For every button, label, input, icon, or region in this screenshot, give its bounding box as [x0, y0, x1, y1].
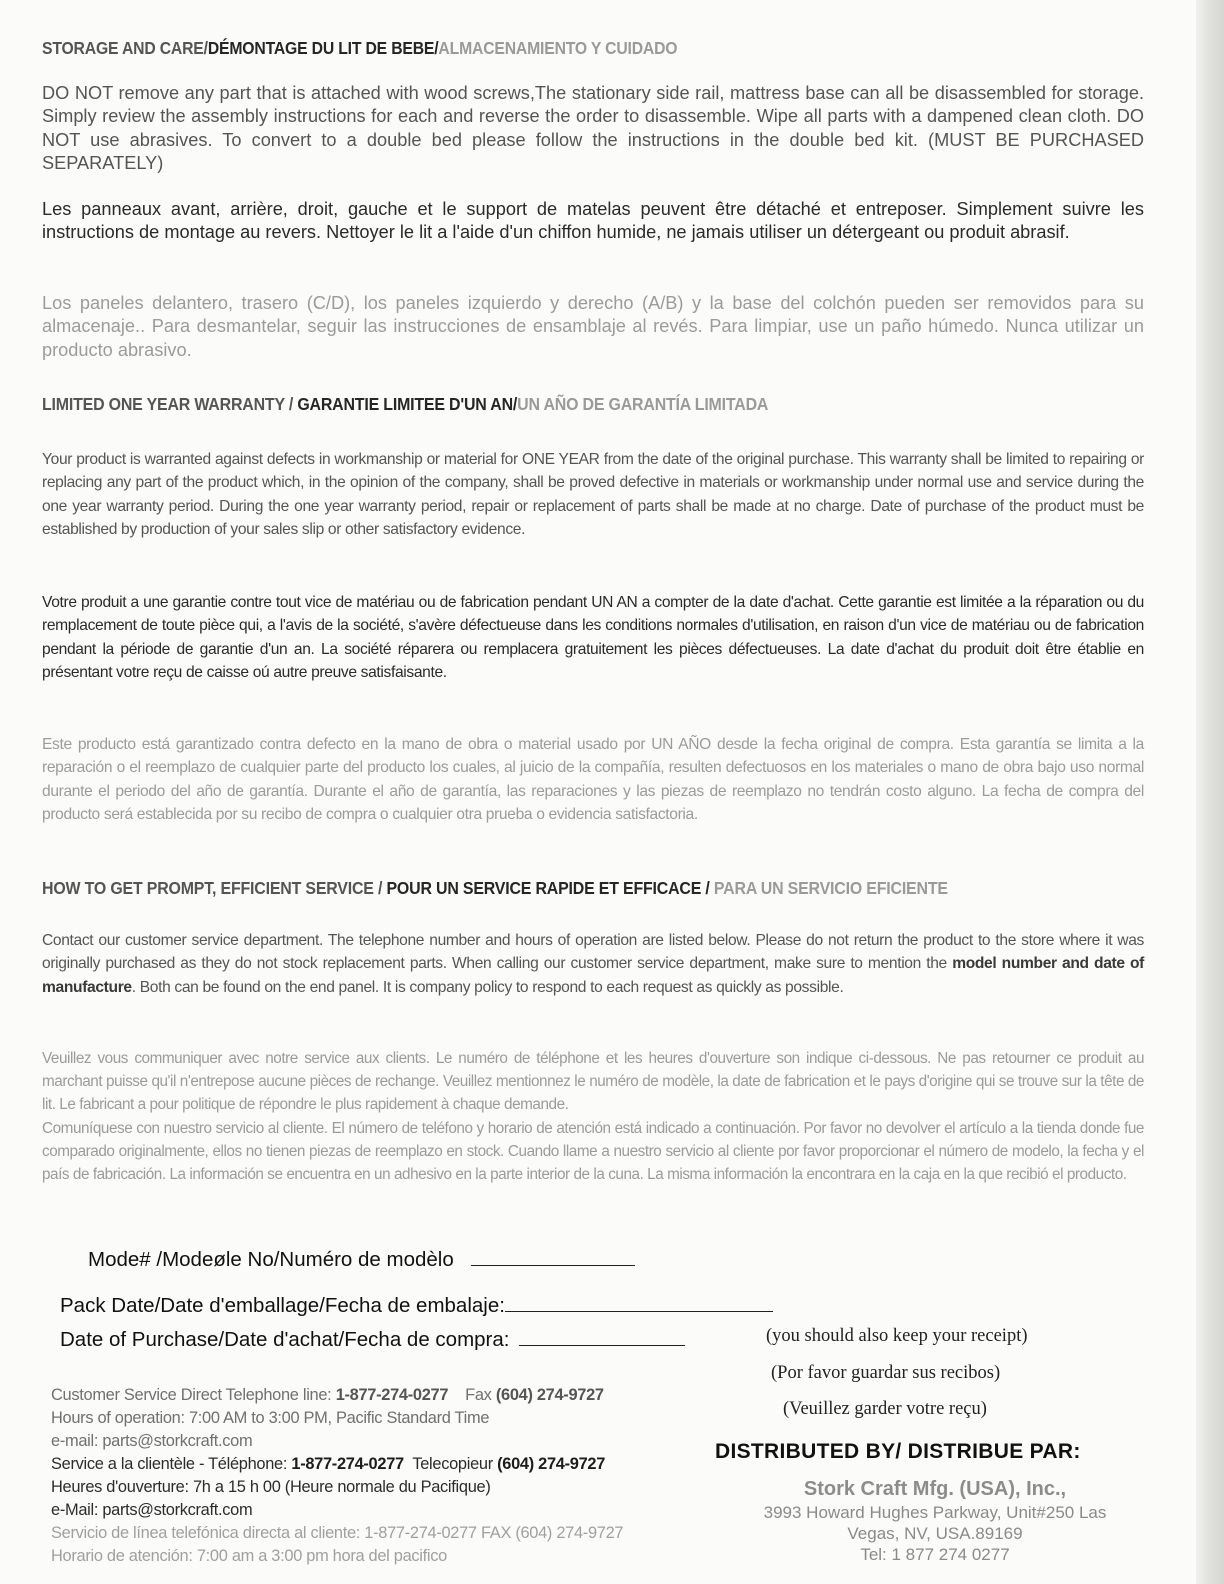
- service-heading-fr: POUR UN SERVICE RAPIDE ET EFFICACE /: [386, 878, 714, 898]
- service-text-en-bold: model number and date of manufacture: [42, 955, 1144, 996]
- contact-es-line: Servicio de línea telefónica directa al cliente: 1-877-274-0277 FAX (604) 274-9727: [51, 1524, 624, 1542]
- storage-heading-fr: DÉMONTAGE DU LIT DE BEBE/: [207, 38, 439, 58]
- contact-info: [51, 1384, 691, 1568]
- contact-fr-phone-label: Service a la clientèle - Téléphone:: [51, 1455, 292, 1473]
- distributor-block: [730, 1476, 1140, 1565]
- service-heading-en: HOW TO GET PROMPT, EFFICIENT SERVICE /: [42, 878, 387, 898]
- warranty-heading-fr: GARANTIE LIMITEE D'UN AN/: [297, 394, 518, 414]
- service-text-en: [42, 929, 1144, 999]
- storage-heading-en: STORAGE AND CARE/: [42, 38, 208, 58]
- pack-date-field: [60, 1294, 773, 1318]
- contact-en-phone: 1-877-274-0277: [335, 1386, 449, 1404]
- contact-en-fax-label: Fax: [465, 1386, 496, 1404]
- purchase-date-blank: [519, 1344, 685, 1346]
- contact-fr-hours: Heures d'ouverture: 7h a 15 h 00 (Heure normale du Pacifique): [51, 1478, 491, 1496]
- service-text-en-part2: . Both can be found on the end panel. It is company policy to respond to each request as quickly as possible.: [131, 978, 844, 996]
- warranty-text-es: Este producto está garantizado contra defecto en la mano de obra o material usado por UN AÑO desde la fecha original de compra. Esta garantía se limita a la reparación o el reemplazo de cualquier parte del producto los cuales, al juicio de la compañía, resulten defectuosos en los materiales o mano de obra bajo uso normal durante el periodo del año de garantía. Durante el año de garantía, las reparaciones y las piezas de reemplazo no tendrán costo alguno. La fecha de compra del producto será establecida por su recibo de compra o cualquier otra prueba o evidencia satisfactoria.: [42, 736, 1144, 823]
- warranty-heading: [42, 394, 768, 415]
- model-number-label: Mode# /Modeøle No/Numéro de modèlo: [88, 1248, 454, 1271]
- service-text-fr: Veuillez vous communiquer avec notre service aux clients. Le numéro de téléphone et les heures d'ouverture son indique ci-dessous. Ne pas retourner ce produit au marchant puisse qu'il n'entrepose aucune pièces de rechange. Veuillez mentionnez le numéro de modèle, la date de fabrication et le pays d'origine qui se trouve sur la tête de lit. Le fabricant a pour politique de répondre le plus rapidement à chaque demande.: [42, 1050, 1144, 1114]
- purchase-date-field: [60, 1328, 685, 1352]
- service-heading: [42, 878, 948, 899]
- contact-en-hours: Hours of operation: 7:00 AM to 3:00 PM, Pacific Standard Time: [51, 1409, 490, 1427]
- distributor-address-1: 3993 Howard Hughes Parkway, Unit#250 Las: [763, 1503, 1107, 1522]
- model-number-field: [88, 1248, 635, 1272]
- warranty-heading-en: LIMITED ONE YEAR WARRANTY /: [42, 394, 298, 414]
- pack-date-label: Pack Date/Date d'emballage/Fecha de embalaje:: [60, 1294, 505, 1317]
- model-number-blank: [471, 1264, 635, 1266]
- receipt-note-en: (you should also keep your receipt): [766, 1326, 1028, 1346]
- warranty-heading-es: UN AÑO DE GARANTÍA LIMITADA: [517, 394, 769, 414]
- storage-heading: [42, 38, 677, 59]
- storage-heading-es: ALMACENAMIENTO Y CUIDADO: [438, 38, 678, 58]
- distributor-tel: Tel: 1 877 274 0277: [860, 1545, 1010, 1564]
- contact-en-phone-label: Customer Service Direct Telephone line:: [51, 1386, 336, 1404]
- storage-text-es: Los paneles delantero, trasero (C/D), los paneles izquierdo y derecho (A/B) y la base del colchón pueden ser removidos para su almacenaje.. Para desmantelar, seguir las instrucciones de ensamblaje al revés. Para limpiar, use un paño húmedo. Nunca utilizar un producto abrasivo.: [42, 293, 1144, 360]
- distributor-address-2: Vegas, NV, USA.89169: [847, 1524, 1023, 1543]
- service-heading-es: PARA UN SERVICIO EFICIENTE: [713, 878, 948, 898]
- warranty-text-en: Your product is warranted against defects in workmanship or material for ONE YEAR from the date of the original purchase. This warranty shall be limited to repairing or replacing any part of the product which, in the opinion of the company, shall be proved defective in materials or workmanship under normal use and service during the one year warranty period. During the one year warranty period, repair or replacement of parts shall be made at no charge. Date of purchase of the product must be established by production of your sales slip or other satisfactory evidence.: [42, 451, 1144, 538]
- contact-fr-phone-line: [51, 1453, 691, 1476]
- contact-fr-fax: (604) 274-9727: [497, 1455, 606, 1473]
- page-edge-shadow: [1196, 0, 1224, 1584]
- service-text-en-part1: Contact our customer service department. The telephone number and hours of operation are listed below. Please do not return the product to the store where it was originally purchased as they do not stock replacement parts. When calling our customer service department, make sure to mention the: [42, 932, 1144, 973]
- contact-en-phone-line: [51, 1384, 691, 1407]
- contact-fr-fax-label: Telecopieur: [412, 1455, 498, 1473]
- pack-date-blank: [505, 1310, 773, 1312]
- storage-text-en: DO NOT remove any part that is attached with wood screws,The stationary side rail, mattress base can all be disassembled for storage. Simply review the assembly instructions for each and reverse the order to disassemble. Wipe all parts with a dampened clean cloth. DO NOT use abrasives. To convert to a double bed please follow the instructions in the double bed kit. (MUST BE PURCHASED SEPARATELY): [42, 83, 1144, 173]
- receipt-note-fr: (Veuillez garder votre reçu): [783, 1399, 987, 1419]
- contact-en-email: e-mail: parts@storkcraft.com: [51, 1432, 253, 1450]
- purchase-date-label: Date of Purchase/Date d'achat/Fecha de compra:: [60, 1328, 510, 1351]
- receipt-note-es: (Por favor guardar sus recibos): [771, 1363, 1001, 1383]
- service-text-es: Comuníquese con nuestro servicio al cliente. El número de teléfono y horario de atención está indicado a continuación. Por favor no devolver el artículo a la tienda donde fue comparado originalmente, ellos no tienen piezas de reemplazo en stock. Cuando llame a nuestro servicio al cliente por favor proporcionar el número de modelo, la fecha y el país de fabricación. La información se encuentra en un adhesivo en la parte interior de la cuna. La misma información la encontrara en la caja en la que recibió el producto.: [42, 1120, 1144, 1184]
- warranty-text-fr: Votre produit a une garantie contre tout vice de matériau ou de fabrication pendant UN AN a compter de la date d'achat. Cette garantie est limitée a la réparation ou du remplacement de toute pièce qui, a l'avis de la société, s'avère défectueuse dans les conditions normales d'utilisation, en raison d'un vice de matériau ou de fabrication pendant la période de garantie d'un an. La société réparera ou remplacera gratuitement les pièces défectueuses. La date d'achat du produit doit être établie en présentant votre reçu de caisse oú autre preuve satisfaisante.: [42, 594, 1144, 681]
- distributor-company: Stork Craft Mfg. (USA), Inc.,: [803, 1478, 1067, 1500]
- contact-es-hours: Horario de atención: 7:00 am a 3:00 pm hora del pacifico: [51, 1547, 447, 1565]
- distributor-title: DISTRIBUTED BY/ DISTRIBUE PAR:: [715, 1440, 1081, 1463]
- contact-fr-email: e-Mail: parts@storkcraft.com: [51, 1501, 253, 1519]
- contact-fr-phone: 1-877-274-0277: [291, 1455, 404, 1473]
- storage-text-fr: Les panneaux avant, arrière, droit, gauche et le support de matelas peuvent être détaché et entreposer. Simplement suivre les instructions de montage au revers. Nettoyer le lit a l'aide d'un chiffon humide, ne jamais utiliser un détergeant ou produit abrasif.: [42, 199, 1144, 243]
- contact-en-fax: (604) 274-9727: [495, 1386, 604, 1404]
